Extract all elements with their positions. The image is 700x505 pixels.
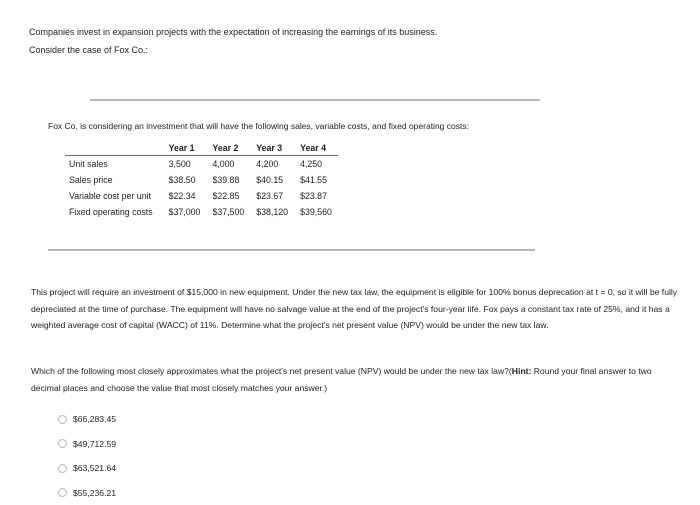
table-cell: 4,250 [300,159,323,169]
table-header-cell [65,141,163,156]
cost-table [65,141,338,220]
answer-option[interactable] [58,456,116,481]
intro-text: Companies invest in expansion projects with the expectation of increasing the earnings of its business. [29,27,438,37]
table-cell: $39.88 [212,175,240,185]
table-cell: $37,500 [212,207,245,217]
radio-button[interactable] [58,464,67,473]
table-row [65,188,338,204]
table-cell: $40.15 [256,175,284,185]
table-cell: $38,120 [256,207,289,217]
answer-option[interactable] [58,481,116,505]
table-header-cell: Year 4 [294,141,338,156]
option-label: $55,236.21 [73,487,117,498]
table-cell: 4,000 [212,159,235,169]
table-header-cell: Year 2 [206,141,250,156]
table-cell: $22.34 [168,191,196,201]
answer-option[interactable] [58,432,116,457]
row-label: Sales price [69,175,113,185]
table-cell: $22.85 [212,191,240,201]
bottom-divider [48,249,535,251]
row-label: Unit sales [69,159,108,169]
problem-paragraph: This project will require an investment of $15,000 in new equipment. Under the new tax law, the equipment is eligible for 100% bonus deprecation at t = 0, so it will be fully depreciated at the time of purchase. The equipment will have no salvage value at the end of the project's four-year life. Fox pays a constant tax rate of 25%, and it has a weighted average cost of capital (WACC) of 11%. Determine what the project's net present value (NPV) would be under the new tax law. [31,287,678,330]
table-cell: $23.87 [300,191,327,201]
option-label: $63,521.64 [73,463,117,474]
table-header-cell: Year 1 [163,141,207,156]
table-cell: $41.55 [300,175,327,185]
table-header-cell: Year 3 [250,141,294,156]
top-divider [90,99,540,101]
table-header-row [65,141,338,156]
answer-option[interactable] [58,407,116,432]
table-cell: $39,560 [300,207,332,217]
hint-text: Round your final answer to two decimal places and choose the value that most closely matches your answer.) [31,366,652,393]
case-heading: Consider the case of Fox Co.: [29,45,149,55]
row-label: Fixed operating costs [69,207,153,217]
option-label: $49,712.59 [73,438,117,449]
table-cell: 4,200 [256,159,279,169]
table-cell: $23.67 [256,191,284,201]
table-cell: $38.50 [168,175,196,185]
radio-button[interactable] [58,488,67,497]
table-cell: $37,000 [168,207,201,217]
answer-options [58,407,116,505]
table-row [65,172,338,188]
table-row [65,204,338,220]
question-prompt: Which of the following most closely approximates what the project's net present value (NPV) would be under the new tax law?( [31,366,512,376]
table-row [65,156,338,173]
question-text [31,363,681,396]
option-label: $66,283.45 [73,414,117,425]
table-cell: 3,500 [168,159,191,169]
hint-label: Hint: [511,366,532,376]
radio-button[interactable] [58,439,67,448]
radio-button[interactable] [58,415,67,424]
row-label: Variable cost per unit [69,191,151,201]
problem-intro: Fox Co. is considering an investment that will have the following sales, variable costs, and fixed operating costs: [48,121,469,131]
